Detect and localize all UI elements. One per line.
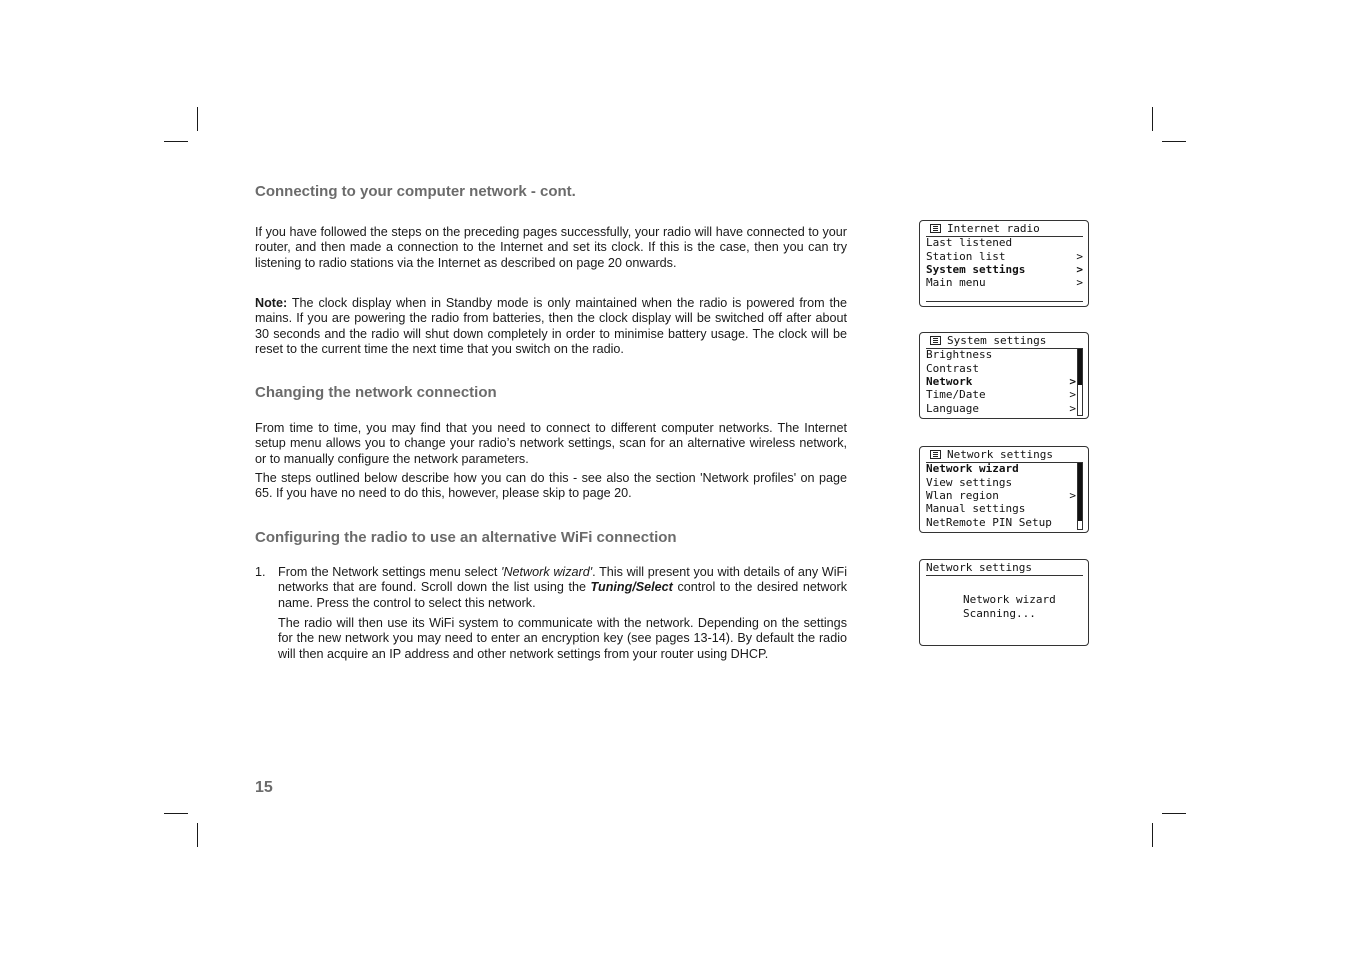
menu-icon: [930, 224, 941, 233]
step-1-paragraph-2: The radio will then use its WiFi system to communicate with the network. Depending on the settings for the new network you may need to enter an encryption key (see pages 13-14). By default the radio will then acquire an IP address and other network settings from your router using DHCP.: [278, 616, 847, 661]
intro-paragraph: If you have followed the steps on the preceding pages successfully, your radio will have connected to your router, and then made a connection to the Internet and set its clock. If this is the case, then you can try listening to radio stations via the Internet as described on page 20 onwards.: [255, 225, 847, 270]
lcd-menu-item: NetRemote PIN Setup: [926, 516, 1052, 529]
lcd-screen-network-settings: [919, 446, 1089, 533]
lcd-title-bar: [926, 447, 1083, 463]
lcd-menu-item: Wlan region >: [926, 489, 1076, 502]
crop-mark: [1162, 141, 1186, 142]
lcd-scrollbar: [1077, 348, 1083, 416]
lcd-title: Network settings: [926, 561, 1032, 574]
heading-changing-network: Changing the network connection: [255, 384, 497, 401]
network-paragraph: From time to time, you may find that you need to connect to different computer networks. The Internet setup menu allows you to change your radio’s network settings, scan for an alternative wireless network, or to manually configure the network parameters.: [255, 421, 847, 466]
steps-paragraph: The steps outlined below describe how you can do this - see also the section 'Network profiles' on page 65. If you have no need to do this, however, please skip to page 20.: [255, 471, 847, 501]
chevron-right-icon: >: [1069, 375, 1076, 388]
note-paragraph: [255, 296, 847, 358]
lcd-title-bar: [926, 333, 1083, 349]
step-1-paragraph: [278, 565, 847, 611]
lcd-menu-item: Main menu >: [926, 276, 1083, 289]
note-text: The clock display when in Standby mode is only maintained when the radio is powered from the mains. If you are powering the radio from batteries, then the clock display will be switched off after about 30 seconds and the radio will shut down completely in order to minimise battery usage. The clock will be reset to the current time the next time that you switch on the radio.: [255, 296, 847, 357]
lcd-screen-system-settings: [919, 332, 1089, 419]
chevron-right-icon: >: [1069, 388, 1076, 401]
lcd-menu-item-selected: System settings >: [926, 263, 1083, 276]
lcd-title-bar: [926, 221, 1083, 237]
lcd-menu-item: Time/Date >: [926, 388, 1076, 401]
lcd-title: Network settings: [947, 448, 1053, 461]
lcd-scroll-thumb: [1078, 349, 1082, 385]
lcd-divider: [926, 301, 1083, 302]
lcd-screen-internet-radio: [919, 220, 1089, 307]
heading-configuring-wifi: Configuring the radio to use an alternative WiFi connection: [255, 529, 677, 546]
chevron-right-icon: >: [1069, 489, 1076, 502]
lcd-title: System settings: [947, 334, 1047, 347]
crop-mark: [1152, 107, 1153, 131]
lcd-status-line: Scanning...: [963, 607, 1036, 620]
lcd-menu-item-selected: Network wizard: [926, 462, 1019, 475]
lcd-menu-item: Brightness: [926, 348, 993, 361]
lcd-scroll-thumb: [1078, 463, 1082, 521]
step-1-text: . This will present you with details of any WiFi networks that are found. Scroll down the list using the: [278, 565, 848, 595]
crop-mark: [164, 813, 188, 814]
crop-mark: [1162, 813, 1186, 814]
lcd-menu-item: Contrast: [926, 362, 979, 375]
crop-mark: [197, 107, 198, 131]
note-label: Note:: [255, 296, 288, 310]
lcd-menu-item: View settings: [926, 476, 1013, 489]
step-number: 1.: [255, 565, 266, 579]
lcd-menu-item: Station list >: [926, 250, 1083, 263]
page-number: 15: [255, 779, 273, 796]
lcd-status-line: Network wizard: [963, 593, 1056, 606]
chevron-right-icon: >: [1076, 263, 1083, 276]
lcd-title: Internet radio: [947, 222, 1040, 235]
step-1-text: From the Network settings menu select: [278, 565, 502, 579]
chevron-right-icon: >: [1076, 276, 1083, 289]
lcd-menu-item: Language >: [926, 402, 1076, 415]
step-1-control-name: Tuning/Select: [590, 580, 673, 595]
crop-mark: [164, 141, 188, 142]
chevron-right-icon: >: [1069, 402, 1076, 415]
lcd-menu-item: Last listened: [926, 236, 1013, 249]
crop-mark: [1152, 823, 1153, 847]
crop-mark: [197, 823, 198, 847]
lcd-screen-network-wizard: [919, 559, 1089, 646]
lcd-menu-item-selected: Network >: [926, 375, 1076, 388]
step-1-text: control to the desired network name. Press the control to select this network.: [278, 580, 847, 610]
lcd-menu-item: Manual settings: [926, 502, 1026, 515]
step-1-menu-item: 'Network wizard': [501, 565, 593, 579]
chevron-right-icon: >: [1076, 250, 1083, 263]
menu-icon: [930, 450, 941, 459]
section-heading: Connecting to your computer network - cont.: [255, 183, 576, 200]
lcd-title-bar: [926, 560, 1083, 576]
lcd-scrollbar: [1077, 462, 1083, 530]
menu-icon: [930, 336, 941, 345]
